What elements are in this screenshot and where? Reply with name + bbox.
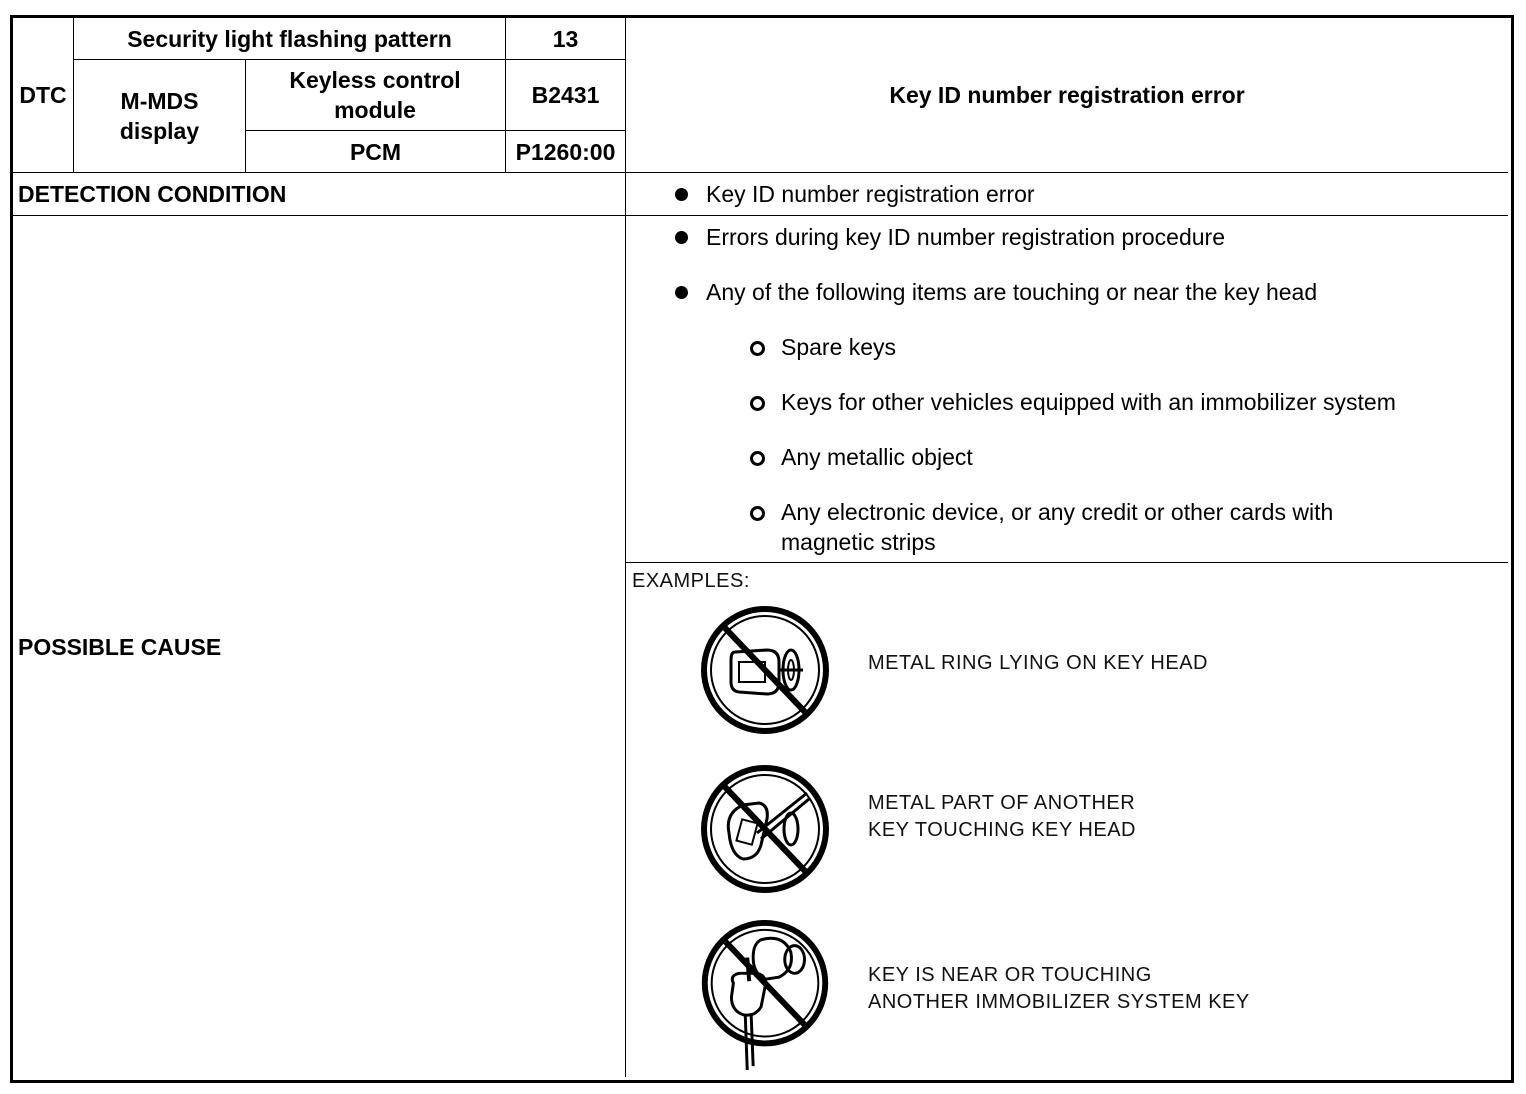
flash-pattern-label: Security light flashing pattern	[127, 25, 452, 52]
keyless-module-label: Keyless control module	[289, 67, 461, 123]
sub-bullet-icon	[750, 451, 765, 466]
grid-line	[625, 562, 1508, 563]
sub-bullet-icon	[750, 396, 765, 411]
page-title: Key ID number registration error	[889, 82, 1245, 108]
cause-sub-item: Any electronic device, or any credit or other cards with	[781, 499, 1334, 525]
bullet-icon	[675, 231, 688, 244]
no-key-contact-icon	[695, 763, 835, 895]
sub-bullet-icon	[750, 506, 765, 521]
bullet-icon	[675, 188, 688, 201]
cause-sub-item: Spare keys	[781, 334, 897, 360]
cause-sub-item: Keys for other vehicles equipped with an immobilizer system	[781, 389, 1396, 415]
mmds-display-label: M-MDS display	[119, 88, 200, 144]
no-immobilizer-key-icon	[695, 918, 835, 1076]
possible-cause-label: POSSIBLE CAUSE	[18, 633, 222, 660]
cause-bullet: Any of the following items are touching or near the key head	[706, 279, 1318, 305]
detection-condition-label: DETECTION CONDITION	[18, 181, 287, 207]
dtc-label: DTC	[19, 82, 67, 108]
sub-bullet-icon	[750, 341, 765, 356]
cause-sub-item-continued: magnetic strips	[781, 529, 936, 555]
example-caption-continued: KEY TOUCHING KEY HEAD	[868, 819, 1136, 841]
pcm-code: P1260:00	[515, 138, 616, 165]
flash-pattern-value: 13	[552, 25, 579, 52]
keyless-module-code: B2431	[531, 82, 600, 108]
detection-item: Key ID number registration error	[706, 181, 1035, 207]
example-caption: METAL RING LYING ON KEY HEAD	[868, 652, 1208, 674]
cause-bullet: Errors during key ID number registration procedure	[706, 224, 1226, 250]
cause-sub-item: Any metallic object	[781, 444, 973, 470]
example-caption: METAL PART OF ANOTHER	[868, 792, 1136, 814]
bullet-icon	[675, 286, 688, 299]
examples-label: EXAMPLES:	[632, 570, 750, 592]
grid-line	[625, 18, 626, 1077]
example-caption-continued: ANOTHER IMMOBILIZER SYSTEM KEY	[868, 991, 1250, 1013]
pcm-label: PCM	[349, 138, 402, 165]
no-metal-ring-icon	[695, 604, 835, 736]
example-caption: KEY IS NEAR OR TOUCHING	[868, 964, 1152, 986]
